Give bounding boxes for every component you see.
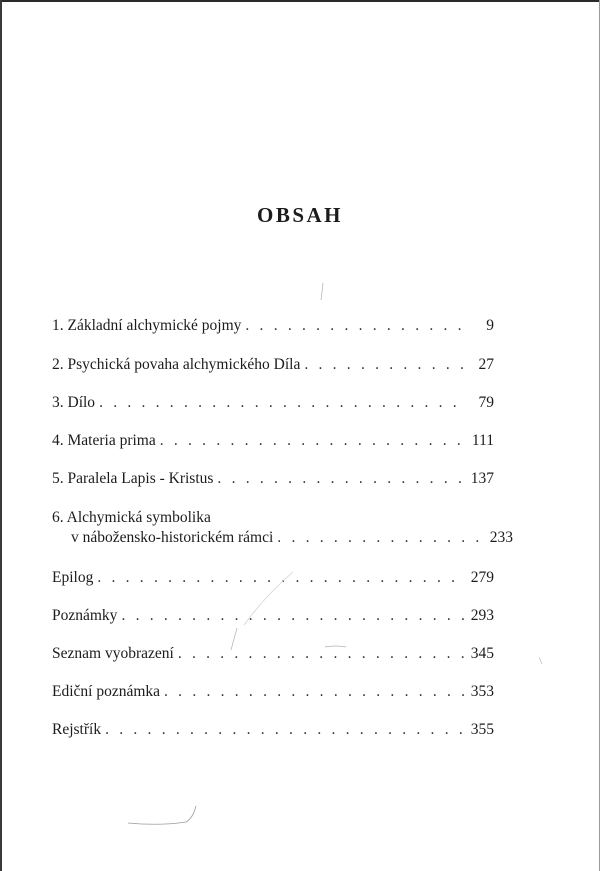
- toc-entry-page: 137: [470, 470, 494, 487]
- toc-entry[interactable]: [52, 431, 494, 451]
- dot-leader: [245, 316, 466, 336]
- toc-entry-page: 293: [470, 607, 494, 624]
- dot-leader: [97, 568, 464, 588]
- toc-entry-page: 355: [470, 721, 494, 738]
- page-title: OBSAH: [256, 203, 344, 227]
- dot-leader: [277, 528, 483, 548]
- scan-edge-left: [0, 0, 2, 871]
- toc-entry-label: 5. Paralela Lapis - Kristus: [52, 470, 214, 487]
- toc-entry-label: 1. Základní alchymické pojmy: [52, 317, 242, 334]
- toc-entry-label: 2. Psychická povaha alchymického Díla: [52, 356, 301, 373]
- toc-entry[interactable]: [52, 644, 494, 664]
- dot-leader: [178, 644, 465, 664]
- toc-entry[interactable]: [52, 720, 494, 740]
- toc-entry[interactable]: [52, 682, 494, 702]
- toc-entry[interactable]: [52, 568, 494, 588]
- toc-entry[interactable]: [52, 316, 494, 336]
- toc-entry-page: 111: [471, 432, 494, 449]
- toc-entry-label: Rejstřík: [52, 721, 102, 738]
- toc-entry[interactable]: [52, 469, 494, 489]
- toc-entry-label: Ediční poznámka: [52, 683, 161, 700]
- toc-entry-page: 345: [470, 645, 494, 662]
- dot-leader: [105, 720, 465, 740]
- toc-entry-page: 79: [478, 394, 494, 411]
- toc-entry-page: 27: [478, 356, 494, 373]
- toc-entry[interactable]: [52, 508, 513, 548]
- dot-leader: [304, 355, 466, 375]
- dot-leader: [99, 393, 466, 413]
- toc-entry-label-continuation: v nábožensko-historickém rámci: [71, 529, 274, 546]
- dot-leader: [217, 469, 464, 489]
- toc-entry-label: 4. Materia prima: [52, 432, 156, 449]
- toc-entry-page: 233: [489, 529, 513, 546]
- toc-entry-label: Seznam vyobrazení: [52, 645, 174, 662]
- toc-entry-page: 9: [486, 317, 494, 334]
- toc-entry-page: 353: [470, 683, 494, 700]
- toc-entry[interactable]: [52, 355, 494, 375]
- toc-entry-label: Epilog: [52, 569, 94, 586]
- toc-entry-label: 3. Dílo: [52, 394, 96, 411]
- dot-leader: [160, 431, 466, 451]
- toc-entry-label: 6. Alchymická symbolika: [52, 509, 211, 526]
- toc-entry-label: Poznámky: [52, 607, 118, 624]
- toc-entry-page: 279: [470, 569, 494, 586]
- table-of-contents: [52, 0, 513, 871]
- dot-leader: [164, 682, 465, 702]
- dot-leader: [121, 606, 464, 626]
- toc-entry[interactable]: [52, 393, 494, 413]
- toc-entry[interactable]: [52, 606, 494, 626]
